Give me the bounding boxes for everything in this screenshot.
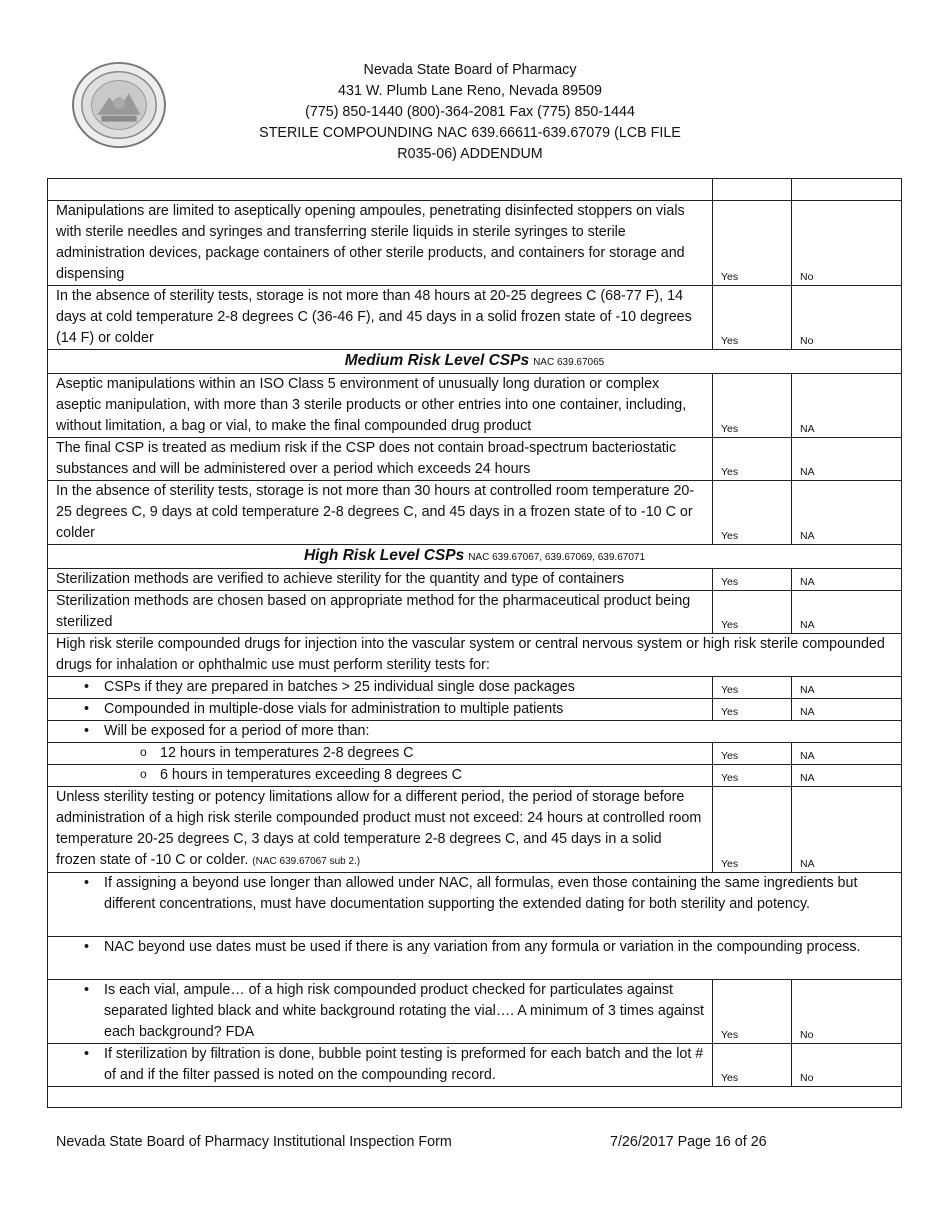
table-row [48,873,902,937]
bullet-item: • If assigning a beyond use longer than allowed under NAC, all formulas, even those containing the same ingredients but different concentrations, must have documentation supporting the extended dating for both sterility and potency. [48,873,902,937]
letterhead [190,60,750,165]
no-option[interactable]: No [792,286,902,350]
question-text: Aseptic manipulations within an ISO Class 5 environment of unusually long duration or complex aseptic manipulation, with more than 3 sterile products or other entries into one container, including, without limitation, a bag or vial, to make the final compounded drug product [48,374,713,438]
section-header-high [48,545,902,569]
table-row [48,1044,902,1087]
table-row [48,201,902,286]
bullet-item: • Is each vial, ampule… of a high risk compounded product checked for particulates against separated lighted black and white background rotating the vial…. A minimum of 3 times against each background? FDA [48,980,713,1044]
table-row [48,179,902,201]
na-option[interactable]: NA [792,374,902,438]
section-header-medium [48,350,902,374]
na-option[interactable]: NA [792,438,902,481]
table-row [48,374,902,438]
question-text: Sterilization methods are verified to achieve sterility for the quantity and type of containers [48,569,713,591]
yes-option[interactable]: Yes [713,980,792,1044]
yes-option[interactable]: Yes [713,286,792,350]
question-text: The final CSP is treated as medium risk if the CSP does not contain broad-spectrum bacteriostatic substances and will be administered over a period which exceeds 24 hours [48,438,713,481]
na-option[interactable]: NA [792,699,902,721]
inspection-table [47,178,902,1108]
table-row [48,980,902,1044]
no-option[interactable]: No [792,980,902,1044]
board-address: 431 W. Plumb Lane Reno, Nevada 89509 [338,83,602,99]
document-title-cont: R035-06) ADDENDUM [397,146,543,162]
yes-option[interactable]: Yes [713,438,792,481]
question-text: High risk sterile compounded drugs for injection into the vascular system or central nervous system or high risk sterile compounded drugs for inhalation or ophthalmic use must perform sterility tests for: [48,634,902,677]
table-row [48,699,902,721]
yes-option[interactable]: Yes [713,677,792,699]
table-row [48,634,902,677]
board-name: Nevada State Board of Pharmacy [363,62,577,78]
yes-option[interactable]: Yes [713,787,792,873]
document-title: STERILE COMPOUNDING NAC 639.66611-639.67079 (LCB FILE [259,125,681,141]
yes-option[interactable]: Yes [713,201,792,286]
yes-option[interactable]: Yes [713,699,792,721]
sub-bullet-item: o 12 hours in temperatures 2-8 degrees C [48,743,713,765]
table-row [48,591,902,634]
yes-option[interactable]: Yes [713,569,792,591]
board-phone: (775) 850-1440 (800)-364-2081 Fax (775) 850-1444 [305,104,635,120]
footer-form-name: Nevada State Board of Pharmacy Institutional Inspection Form [56,1134,452,1150]
question-text: In the absence of sterility tests, storage is not more than 48 hours at 20-25 degrees C (68-77 F), 14 days at cold temperature 2-8 degrees C (36-46 F), and 45 days in a solid frozen state of -10 degrees (14 F) or colder [48,286,713,350]
yes-option[interactable]: Yes [713,743,792,765]
table-row [48,481,902,545]
table-row [48,937,902,980]
section-citation: NAC 639.67067, 639.67069, 639.67071 [468,552,646,563]
question-body: Unless sterility testing or potency limitations allow for a different period, the period of storage before administration of a high risk sterile compounded product must not exceed: 24 hours at controlled room temperature 20-25 degrees C, 3 days at cold temperature 2-8 degrees C, and 45 days in a solid frozen state of -10 C or colder. [56,789,702,868]
state-seal-icon [70,60,168,150]
question-text [48,787,713,873]
no-option[interactable]: No [792,1044,902,1087]
bullet-item: • If sterilization by filtration is done, bubble point testing is preformed for each batch and the lot # of and if the filter passed is noted on the compounding record. [48,1044,713,1087]
section-title: Medium Risk Level CSPs [344,352,530,369]
yes-option[interactable]: Yes [713,765,792,787]
question-text: Manipulations are limited to aseptically opening ampoules, penetrating disinfected stoppers on vials with sterile needles and syringes and transferring sterile liquids in sterile syringes to sterile administration devices, package containers of other sterile products, and containers for storage and dispensing [48,201,713,286]
na-option[interactable]: NA [792,743,902,765]
table-row [48,438,902,481]
yes-option[interactable]: Yes [713,591,792,634]
na-option[interactable]: NA [792,677,902,699]
na-option[interactable]: NA [792,765,902,787]
yes-option[interactable]: Yes [713,374,792,438]
table-row [48,286,902,350]
yes-option[interactable]: Yes [713,1044,792,1087]
table-row [48,787,902,873]
table-row [48,721,902,743]
question-text: In the absence of sterility tests, storage is not more than 30 hours at controlled room temperature 20-25 degrees C, 9 days at cold temperature 2-8 degrees C, and 45 days in a frozen state of to -10 C or colder [48,481,713,545]
table-row [48,569,902,591]
sub-bullet-item: o 6 hours in temperatures exceeding 8 degrees C [48,765,713,787]
na-option[interactable]: NA [792,787,902,873]
section-citation: NAC 639.67065 [533,357,605,368]
table-row [48,1087,902,1108]
bullet-item: • CSPs if they are prepared in batches > 25 individual single dose packages [48,677,713,699]
bullet-item: • Will be exposed for a period of more than: [48,721,902,743]
question-text: Sterilization methods are chosen based on appropriate method for the pharmaceutical product being sterilized [48,591,713,634]
table-row [48,743,902,765]
section-title: High Risk Level CSPs [303,547,465,564]
table-row [48,765,902,787]
question-citation: (NAC 639.67067 sub 2.) [252,856,361,867]
na-option[interactable]: NA [792,569,902,591]
bullet-item: • Compounded in multiple-dose vials for administration to multiple patients [48,699,713,721]
na-option[interactable]: NA [792,481,902,545]
footer-page-info: 7/26/2017 Page 16 of 26 [610,1134,767,1150]
no-option[interactable]: No [792,201,902,286]
yes-option[interactable]: Yes [713,481,792,545]
na-option[interactable]: NA [792,591,902,634]
table-row [48,677,902,699]
bullet-item: • NAC beyond use dates must be used if there is any variation from any formula or variation in the compounding process. [48,937,902,980]
